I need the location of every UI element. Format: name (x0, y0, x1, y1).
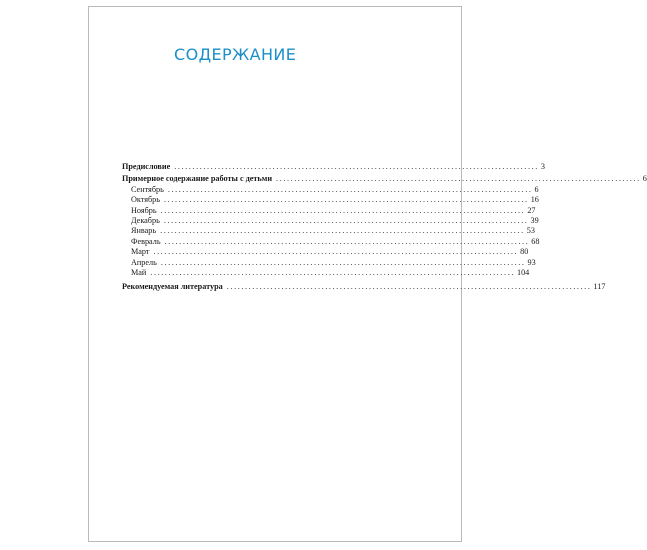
toc-entry-page: 93 (527, 257, 536, 267)
toc-entry-page: 117 (593, 282, 606, 292)
dot-leader: .................................................................................................... (153, 247, 519, 257)
toc-entry-page: 104 (516, 267, 530, 277)
toc-entry-label: Декабрь (131, 215, 160, 225)
dot-leader: .................................................................................................... (167, 184, 533, 194)
toc-entry-page: 6 (534, 184, 539, 194)
toc-entry-label: Ноябрь (131, 205, 157, 215)
toc-entry-month[interactable] (122, 236, 540, 247)
dot-leader: .................................................................................................... (160, 257, 526, 267)
toc-entry-label: Январь (131, 226, 157, 236)
dot-leader: .................................................................................................... (276, 174, 641, 184)
toc-entry-label: Октябрь (131, 195, 161, 205)
toc-entry-page: 53 (526, 226, 535, 236)
toc-entry-preface[interactable] (122, 162, 545, 172)
toc-entry-month[interactable] (122, 257, 536, 268)
toc-entry-month[interactable] (122, 184, 539, 195)
dot-leader: .................................................................................................... (226, 282, 592, 292)
toc-entry-label: Февраль (131, 236, 161, 246)
toc-entry-page: 80 (520, 247, 529, 257)
book-page (88, 6, 647, 542)
toc-entry-month[interactable] (122, 247, 529, 257)
toc-entry-literature[interactable] (122, 282, 606, 292)
dot-leader: .................................................................................................... (160, 205, 526, 215)
dot-leader: .................................................................................................... (150, 267, 515, 277)
dot-leader: .................................................................................................... (163, 215, 529, 225)
dot-leader: .................................................................................................... (164, 195, 529, 205)
toc-entry-page: 16 (530, 195, 539, 205)
toc-entry-month[interactable] (122, 195, 539, 205)
toc-entry-month[interactable] (122, 205, 536, 216)
toc-entry-label: Предисловие (122, 162, 171, 171)
toc-entry-label: Март (131, 247, 150, 257)
table-of-contents (122, 162, 647, 293)
toc-entry-work[interactable] (122, 174, 647, 184)
toc-entry-month[interactable] (122, 215, 539, 226)
toc-entry-month[interactable] (122, 226, 535, 236)
toc-entry-label: Рекомендуемая литература (122, 282, 223, 292)
toc-entry-label: Сентябрь (131, 184, 164, 194)
dot-leader: .................................................................................................... (174, 162, 539, 171)
toc-entry-label: Май (131, 267, 147, 277)
toc-entry-page: 3 (540, 162, 545, 171)
dot-leader: .................................................................................................... (164, 236, 530, 246)
dot-leader: .................................................................................................... (160, 226, 525, 236)
toc-entry-month[interactable] (122, 267, 530, 278)
toc-entry-page: 27 (527, 205, 536, 215)
toc-entry-label: Апрель (131, 257, 157, 267)
toc-entry-label: Примерное содержание работы с детьми (122, 174, 273, 184)
toc-entry-page: 68 (531, 236, 540, 246)
toc-entry-page: 39 (530, 215, 539, 225)
page-title: СОДЕРЖАНИЕ (174, 45, 297, 64)
toc-entry-page: 6 (642, 174, 647, 184)
